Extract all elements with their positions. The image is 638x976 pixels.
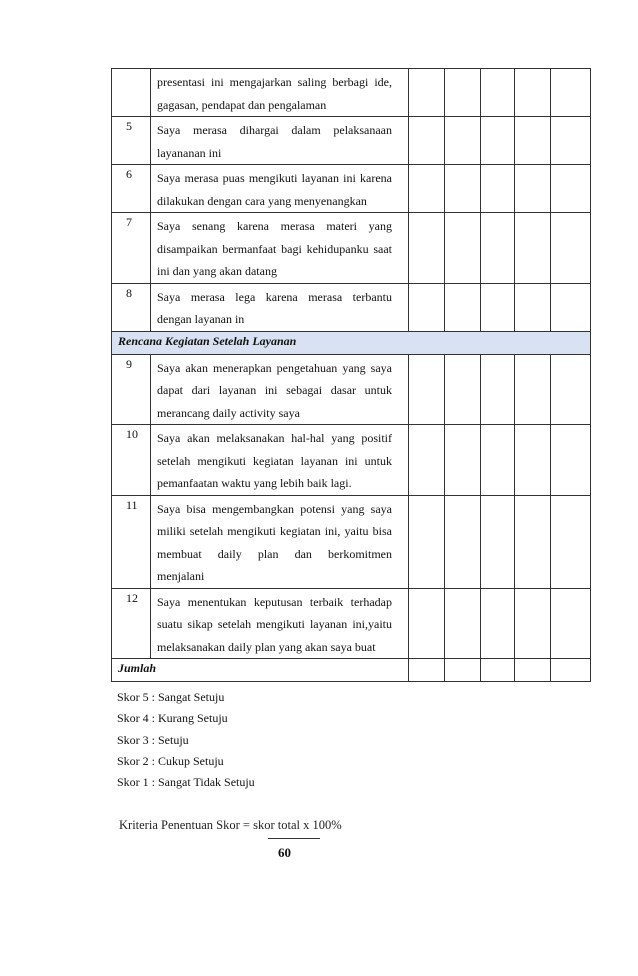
score-cell[interactable]	[551, 69, 591, 117]
score-cell[interactable]	[515, 213, 551, 284]
statement-line: disampaikan bermanfaat bagi kehidupanku saat	[157, 241, 392, 256]
statement-line: merancang daily activity saya	[157, 405, 300, 420]
score-cell[interactable]	[515, 495, 551, 588]
total-cell[interactable]	[481, 659, 515, 682]
score-cell[interactable]	[515, 117, 551, 165]
section-row	[112, 331, 591, 354]
table-row	[112, 495, 591, 588]
score-cell[interactable]	[409, 354, 445, 425]
statement-line: Saya merasa lega karena merasa terbantu	[157, 289, 392, 304]
score-legend	[117, 687, 255, 793]
score-cell[interactable]	[551, 425, 591, 496]
statement-line: Saya akan melaksanakan hal-hal yang positif	[157, 431, 392, 445]
statement-line: Saya bisa mengembangkan potensi yang saya	[157, 501, 392, 516]
score-cell[interactable]	[409, 165, 445, 213]
statement-line: Saya merasa puas mengikuti layanan ini karena	[157, 171, 392, 185]
statement-line: gagasan, pendapat dan pengalaman	[157, 97, 327, 112]
statement-line: pemanfaatan waktu yang lebih baik lagi.	[157, 476, 352, 490]
score-cell[interactable]	[481, 588, 515, 659]
score-cell[interactable]	[445, 283, 481, 331]
score-cell[interactable]	[551, 165, 591, 213]
score-cell[interactable]	[481, 425, 515, 496]
score-cell[interactable]	[515, 165, 551, 213]
score-cell[interactable]	[445, 425, 481, 496]
item-statement	[151, 283, 409, 331]
score-cell[interactable]	[409, 117, 445, 165]
item-number	[112, 69, 151, 117]
score-cell[interactable]	[515, 283, 551, 331]
statement-line: menjalani	[157, 569, 205, 583]
total-cell[interactable]	[551, 659, 591, 682]
item-number: 8	[112, 283, 151, 331]
score-cell[interactable]	[551, 213, 591, 284]
statement-line: Saya merasa dihargai dalam pelaksanaan	[157, 123, 392, 137]
statement-line: dapat dari layanan ini sebagai dasar untuk	[157, 383, 392, 397]
item-number: 10	[112, 425, 151, 496]
table-row	[112, 425, 591, 496]
item-statement	[151, 213, 409, 284]
table-row	[112, 213, 591, 284]
score-cell[interactable]	[481, 117, 515, 165]
item-statement	[151, 69, 409, 117]
score-cell[interactable]	[409, 495, 445, 588]
score-cell[interactable]	[409, 213, 445, 284]
legend-item: Skor 5 : Sangat Setuju	[117, 690, 225, 704]
score-cell[interactable]	[551, 588, 591, 659]
item-statement	[151, 495, 409, 588]
score-cell[interactable]	[409, 588, 445, 659]
item-statement	[151, 425, 409, 496]
total-row	[112, 659, 591, 682]
statement-line: dengan layanan in	[157, 312, 245, 326]
score-cell[interactable]	[551, 495, 591, 588]
score-cell[interactable]	[445, 495, 481, 588]
fraction-line	[268, 838, 320, 839]
score-cell[interactable]	[481, 283, 515, 331]
total-cell[interactable]	[515, 659, 551, 682]
score-cell[interactable]	[445, 117, 481, 165]
item-statement	[151, 588, 409, 659]
legend-item: Skor 4 : Kurang Setuju	[117, 711, 228, 726]
score-cell[interactable]	[515, 354, 551, 425]
score-cell[interactable]	[551, 354, 591, 425]
statement-line: miliki setelah mengikuti kegiatan ini, yaitu bisa	[157, 524, 392, 538]
questionnaire-table	[111, 68, 591, 682]
legend-item: Skor 1 : Sangat Tidak Setuju	[117, 775, 255, 790]
score-cell[interactable]	[445, 165, 481, 213]
score-cell[interactable]	[481, 69, 515, 117]
total-label: Jumlah	[112, 659, 409, 682]
item-statement	[151, 354, 409, 425]
score-cell[interactable]	[515, 69, 551, 117]
statement-line: Saya senang karena merasa materi yang	[157, 219, 392, 233]
item-number: 6	[112, 165, 151, 213]
statement-line: presentasi ini mengajarkan saling berbagi ide,	[157, 75, 392, 89]
score-cell[interactable]	[551, 117, 591, 165]
table-row	[112, 283, 591, 331]
score-cell[interactable]	[445, 354, 481, 425]
statement-line: ini dan yang akan datang	[157, 264, 277, 278]
table-row	[112, 588, 591, 659]
legend-item: Skor 2 : Cukup Setuju	[117, 753, 224, 768]
statement-line: setelah mengikuti kegiatan layanan ini untuk	[157, 453, 392, 468]
score-cell[interactable]	[445, 588, 481, 659]
item-number: 11	[112, 495, 151, 588]
score-cell[interactable]	[409, 425, 445, 496]
item-number: 12	[112, 588, 151, 659]
formula-denominator: 60	[278, 845, 291, 860]
score-cell[interactable]	[409, 69, 445, 117]
statement-line: suatu sikap setelah mengikuti layanan ini,yaitu	[157, 617, 392, 631]
score-cell[interactable]	[551, 283, 591, 331]
table-row	[112, 117, 591, 165]
score-cell[interactable]	[515, 425, 551, 496]
score-cell[interactable]	[481, 165, 515, 213]
item-number: 7	[112, 213, 151, 284]
total-cell[interactable]	[409, 659, 445, 682]
item-number: 5	[112, 117, 151, 165]
score-cell[interactable]	[409, 283, 445, 331]
statement-line: melaksanakan daily plan yang akan saya buat	[157, 639, 376, 654]
statement-line: Saya akan menerapkan pengetahuan yang saya	[157, 360, 392, 375]
item-statement	[151, 165, 409, 213]
total-cell[interactable]	[445, 659, 481, 682]
item-number: 9	[112, 354, 151, 425]
score-cell[interactable]	[445, 69, 481, 117]
statement-line: Saya menentukan keputusan terbaik terhadap	[157, 594, 392, 609]
score-cell[interactable]	[481, 354, 515, 425]
item-statement	[151, 117, 409, 165]
table-row	[112, 165, 591, 213]
statement-line: membuat daily plan dan berkomitmen	[157, 546, 392, 561]
score-formula: Kriteria Penentuan Skor = skor total x 100%	[119, 818, 342, 832]
score-cell[interactable]	[445, 213, 481, 284]
score-cell[interactable]	[515, 588, 551, 659]
table-row	[112, 69, 591, 117]
statement-line: layananan ini	[157, 145, 222, 160]
score-cell[interactable]	[481, 495, 515, 588]
legend-item: Skor 3 : Setuju	[117, 732, 189, 747]
score-cell[interactable]	[481, 213, 515, 284]
statement-line: dilakukan dengan cara yang menyenangkan	[157, 193, 367, 208]
table-row	[112, 354, 591, 425]
section-title: Rencana Kegiatan Setelah Layanan	[112, 331, 591, 354]
